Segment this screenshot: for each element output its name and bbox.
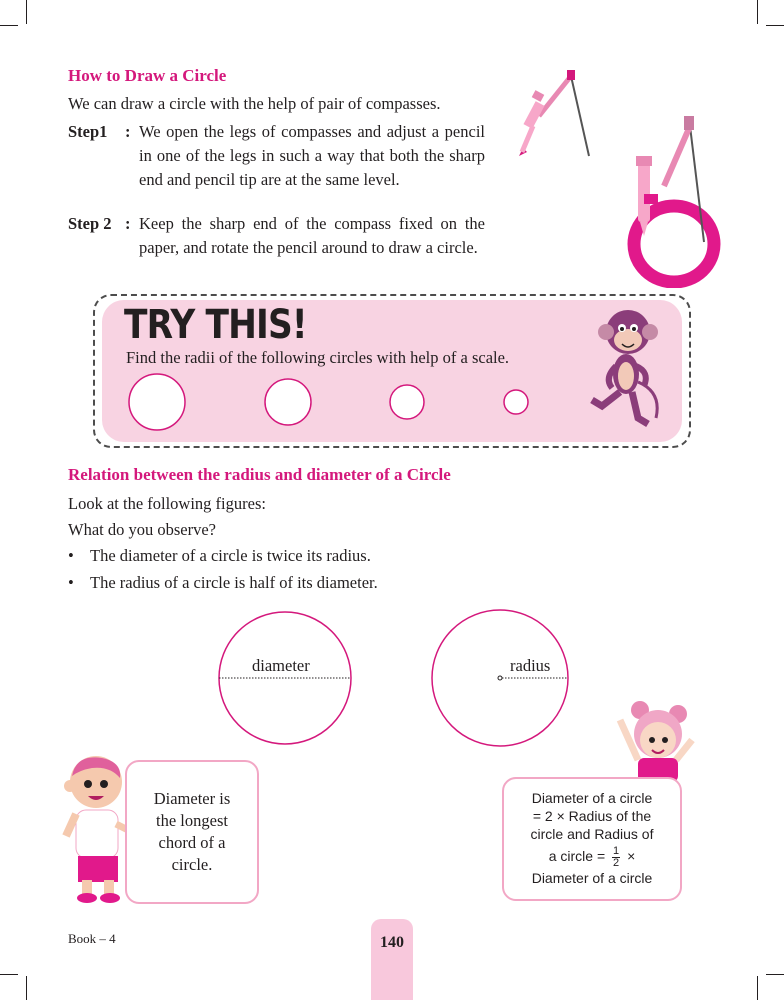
observe-text: What do you observe?	[68, 520, 216, 539]
step-1	[68, 120, 488, 216]
girl-note-line-1: Diameter of a circle	[531, 790, 653, 806]
fraction-denominator: 2	[613, 856, 620, 869]
girl-note-line-4-post: ×	[627, 848, 636, 864]
crop-mark	[26, 976, 27, 1000]
boy-note-line: chord of a	[158, 833, 226, 852]
crop-mark	[0, 974, 18, 975]
girl-illustration	[608, 700, 698, 782]
crop-mark	[0, 25, 18, 26]
compass-small-icon	[505, 64, 605, 164]
look-text: Look at the following figures:	[68, 494, 266, 513]
boy-note-line: the longest	[156, 811, 228, 830]
monkey-illustration	[582, 302, 666, 436]
crop-mark	[26, 0, 27, 24]
girl-note-line-4	[502, 843, 682, 869]
girl-note-line-4-pre: a circle =	[548, 848, 606, 864]
section-heading-relation: Relation between the radius and diameter of a Circle	[68, 465, 451, 484]
step-2-text: Keep the sharp end of the compass fixed on the paper, and rotate the pencil around to draw a circle.	[139, 214, 485, 257]
boy-note-text	[125, 788, 259, 876]
bullet-2-text: The radius of a circle is half of its diameter.	[90, 573, 378, 592]
diameter-label: diameter	[252, 656, 310, 675]
practice-circle-2	[265, 379, 311, 425]
crop-mark	[757, 976, 758, 1000]
girl-note-line-5: Diameter of a circle	[531, 870, 653, 886]
step-2	[68, 212, 488, 284]
step-1-label: Step1	[68, 122, 108, 141]
radius-center	[498, 676, 502, 680]
try-this-instruction: Find the radii of the following circles with help of a scale.	[126, 348, 510, 367]
bullet-1-dot: •	[68, 546, 74, 565]
bullet-2-dot: •	[68, 573, 74, 592]
step-1-text: We open the legs of compasses and adjust a pencil in one of the legs in such a way that both the sharp end and pencil tip are at the same level.	[139, 122, 485, 189]
step-1-colon: :	[125, 122, 131, 141]
radius-label: radius	[510, 656, 551, 675]
practice-circle-3	[390, 385, 424, 419]
girl-note-line-3: circle and Radius of	[530, 826, 654, 842]
boy-note-line: circle.	[171, 855, 213, 874]
practice-circle-4	[504, 390, 528, 414]
intro-text: We can draw a circle with the help of pair of compasses.	[68, 94, 441, 113]
step-2-colon: :	[125, 214, 131, 233]
step-2-label: Step 2	[68, 214, 112, 233]
radius-figure	[428, 608, 578, 758]
practice-circle-1	[129, 374, 185, 430]
compass-with-circle-icon	[620, 112, 726, 288]
crop-mark	[766, 974, 784, 975]
girl-note-text	[502, 789, 682, 887]
book-label: Book – 4	[68, 931, 116, 946]
crop-mark	[757, 0, 758, 24]
one-half-fraction	[612, 846, 620, 869]
fraction-numerator: 1	[613, 844, 620, 857]
crop-mark	[766, 25, 784, 26]
section-heading-draw-circle: How to Draw a Circle	[68, 66, 227, 85]
bullet-1-text: The diameter of a circle is twice its radius.	[90, 546, 371, 565]
try-this-title: TRY THIS!	[124, 302, 307, 348]
diameter-figure	[210, 608, 360, 758]
page-number-tab	[371, 919, 413, 1000]
practice-circles	[100, 360, 560, 440]
girl-note-line-2: = 2 × Radius of the	[532, 808, 652, 824]
boy-note-line: Diameter is	[153, 789, 231, 808]
page-number: 140	[380, 934, 404, 951]
